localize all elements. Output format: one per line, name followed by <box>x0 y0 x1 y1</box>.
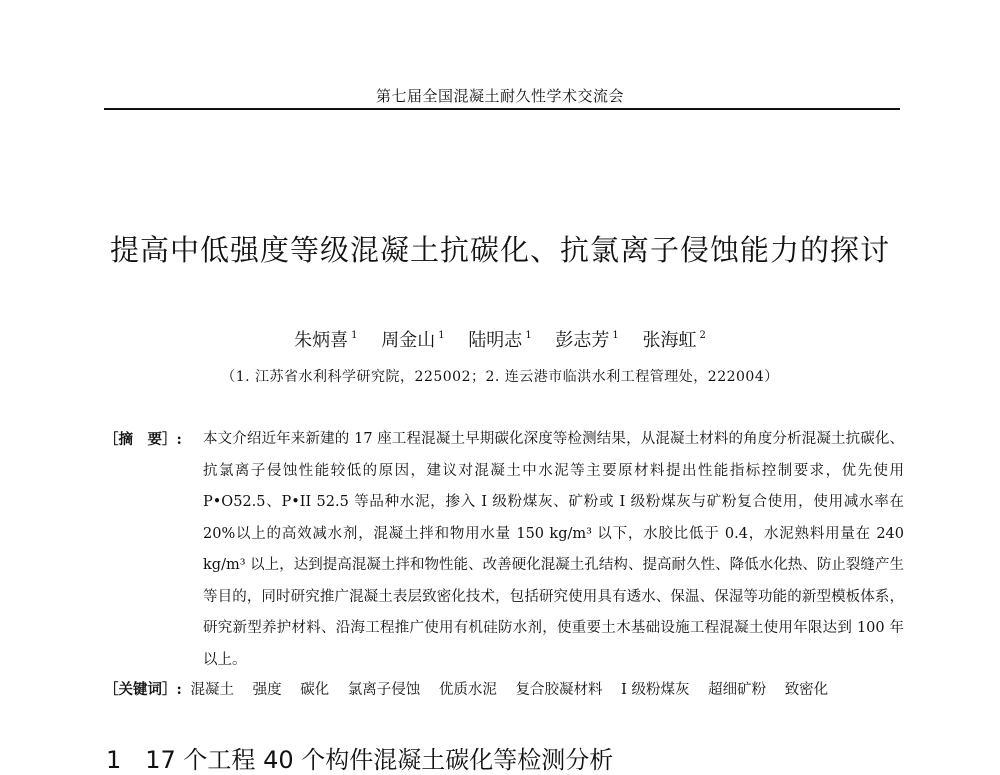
keywords-label: ［关键词］: <box>104 681 182 698</box>
keyword: 优质水泥 <box>438 682 497 698</box>
author-name: 陆明志 <box>468 330 523 351</box>
author <box>294 326 357 352</box>
author-affiliation-mark: 1 <box>525 330 532 341</box>
keyword: 碳化 <box>300 682 330 698</box>
author <box>643 326 706 352</box>
section-heading: 1 17 个工程 40 个构件混凝土碳化等检测分析 <box>106 746 614 774</box>
keyword: 致密化 <box>784 682 829 698</box>
keywords <box>104 674 904 706</box>
keyword: 复合胶凝材料 <box>515 682 603 698</box>
author-affiliation-mark: 2 <box>699 330 706 341</box>
keyword: 强度 <box>252 682 282 698</box>
keyword: 氯离子侵蚀 <box>347 682 421 698</box>
author <box>468 326 531 352</box>
author-list <box>0 326 1000 352</box>
running-header: 第七届全国混凝土耐久性学术交流会 <box>375 87 624 105</box>
author-affiliation-mark: 1 <box>438 330 445 341</box>
author <box>555 326 618 352</box>
author-affiliation-mark: 1 <box>612 330 619 341</box>
keyword: 混凝土 <box>190 682 234 698</box>
author-name: 张海虹 <box>642 330 697 351</box>
abstract-label: ［摘 要］: <box>104 431 182 448</box>
author-name: 周金山 <box>381 330 436 351</box>
author-name: 朱炳喜 <box>294 330 349 351</box>
author-name: 彭志芳 <box>555 330 610 351</box>
author-affiliation-mark: 1 <box>351 330 358 341</box>
keywords-list <box>190 682 842 698</box>
abstract-body: 本文介绍近年来新建的 17 座工程混凝土早期碳化深度等检测结果，从混凝土材料的角度分析混凝土抗碳化、抗氯离子侵蚀性能较低的原因，建议对混凝土中水泥等主要原材料提出性能指标控制要求，优先使用 P•O52.5、P•II 52.5 等品种水泥，掺入 I 级粉煤灰、矿粉或 I 级粉煤灰与矿粉复合使用，使用减水率在 20%以上的高效减水剂，混凝土拌和物用水量 150 kg/m³ 以下，水胶比低于 0.4，水泥熟料用量在 240 kg/m³ 以上，达到提高混凝土拌和物性能、改善硬化混凝土孔结构、提高耐久性、降低水化热、防止裂缝产生等目的，同时研究推广混凝土表层致密化技术，包括研究使用具有透水、保温、保湿等功能的新型模板体系，研究新型养护材料、沿海工程推广使用有机硅防水剂，使重要土木基础设施工程混凝土使用年限达到 100 年以上。 <box>203 431 904 668</box>
affiliations: （1. 江苏省水利科学研究院，225002；2. 连云港市临洪水利工程管理处，222004） <box>221 369 779 385</box>
author <box>381 326 444 352</box>
keyword: 超细矿粉 <box>708 682 767 698</box>
paper-title: 提高中低强度等级混凝土抗碳化、抗氯离子侵蚀能力的探讨 <box>109 233 890 267</box>
header-rule <box>104 108 900 110</box>
keyword: I 级粉煤灰 <box>621 682 690 698</box>
abstract <box>104 424 904 676</box>
